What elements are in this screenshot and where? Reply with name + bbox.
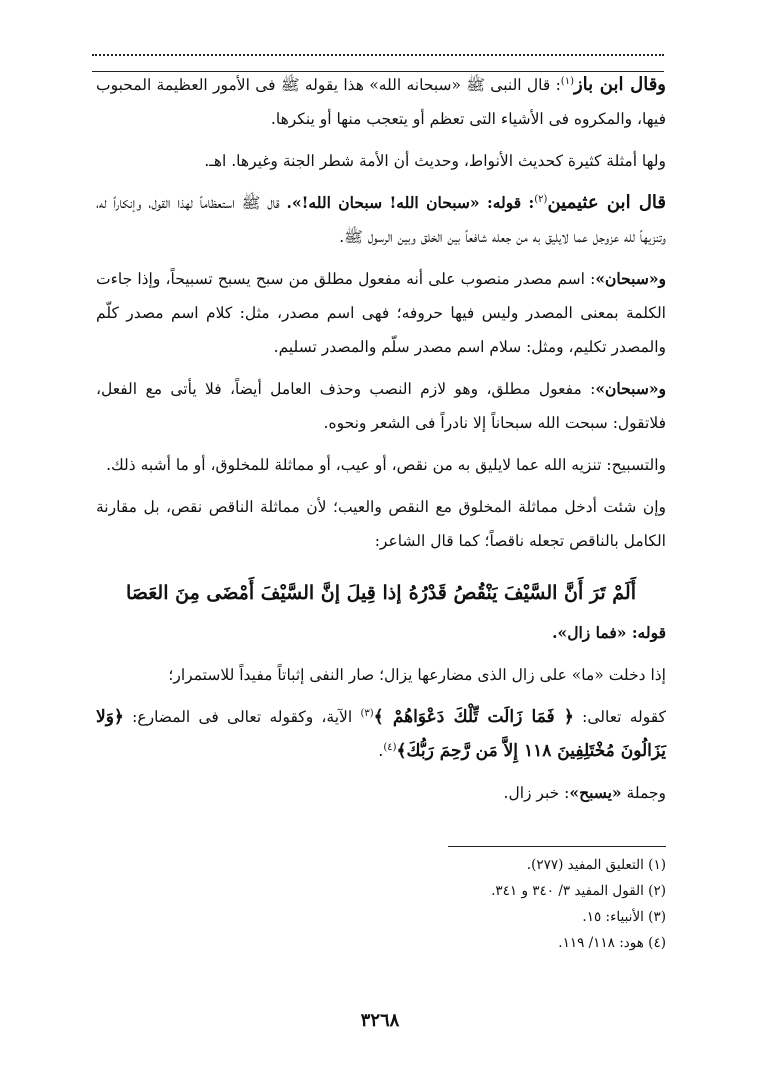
paragraph-fama-zal: قوله: «فما زال». (552, 623, 666, 642)
footnote-separator (448, 846, 666, 847)
paragraph-examples: ولها أمثلة كثيرة كحديث الأنواط، وحديث أن الأمة شطر الجنة وغيرها. اهـ. (204, 152, 666, 170)
paragraph-text: الآية، وكقوله تعالى فى المضارع: (123, 708, 361, 726)
quran-verse-2: ﴿وَلا يَزَالُونَ مُخْتَلِفِينَ ١١٨ إِلاَّ مَن رَّحِمَ رَبُّكَ﴾ (96, 707, 666, 761)
paragraph-text: : اسم مصدر منصوب على أنه مفعول مطلق من سبح يسبح تسبيحاً، وإذا جاءت الكلمة بمعنى المصدر وليس فيها حروفه؛ فهى اسم مصدر، مثل: كلام اسم مصدر كلّم والمصدر تكليم، ومثل: سلام اسم مصدر سلّم والمصدر تسليم. (96, 270, 666, 356)
paragraph-text: . (378, 742, 384, 760)
speaker-ibn-uthaymin: قال ابن عثيمين (547, 192, 666, 213)
footnote-item: (٣) الأنبياء: ١٥. (582, 909, 666, 925)
paragraph-ibn-uthaymin (96, 186, 666, 254)
speaker-ibn-baz: وقال ابن باز (573, 74, 666, 95)
paragraph-text: كقوله تعالى: (573, 708, 666, 726)
header-dotted-rule (92, 54, 664, 56)
main-text (96, 68, 666, 818)
term-subhan: و«سبحان» (595, 269, 666, 288)
footnote-item: (٢) القول المفيد ٣/ ٣٤٠ و ٣٤١. (491, 883, 666, 899)
paragraph-yusabbih (96, 776, 666, 810)
footnotes (300, 852, 666, 956)
quran-verse-1: ﴿ فَمَا زَالَت تِّلْكَ دَعْوَاهُمْ ﴾ (373, 707, 574, 727)
paragraph-comparison: وإن شئت أدخل مماثلة المخلوق مع النقص والعيب؛ لأن مماثلة الناقص نقص، بل مقارنة الكامل بالناقص تجعله ناقصاً؛ كما قال الشاعر: (96, 498, 666, 550)
term-subhan: و«سبحان» (595, 379, 666, 398)
paragraph-ibn-baz (96, 68, 666, 136)
paragraph-text: : خبر زال. (503, 784, 570, 802)
paragraph-text: : قال النبى ﷺ «سبحانه الله» هذا يقوله ﷺ فى الأمور العظيمة المحبوب فيها، والمكروه فى الأشياء التى تعظم أو يتعجب منها أو ينكرها. (96, 76, 666, 128)
page-number: ٣٢٦٨ (360, 1010, 400, 1031)
paragraph-text: وجملة (621, 784, 666, 802)
footnote-ref-2: (٢) (534, 193, 548, 205)
quoted-phrase: : قوله: «سبحان الله! سبحان الله!». (286, 193, 535, 212)
footnote-ref-1: (١) (560, 75, 574, 87)
footnote-item: (٤) هود: ١١٨/ ١١٩. (558, 935, 666, 951)
poem-hemistich-first: أَلَمْ تَرَ أَنَّ السَّيْفَ يَنْقُصُ قَدْرُهُ (408, 582, 636, 604)
poem-hemistich-second: إذا قِيلَ إنَّ السَّيْفَ أَمْضَى مِنَ العَصَا (126, 582, 402, 604)
paragraph-text: : مفعول مطلق، وهو لازم النصب وحذف العامل أيضاً، فلا يأتى مع الفعل، فلاتقول: سبحت الله سبحاناً إلا نادراً فى الشعر ونحوه. (96, 380, 666, 432)
poem-verse (96, 566, 666, 616)
footnote-ref-4: (٤) (383, 741, 397, 753)
footnote-ref-3: (٣) (360, 707, 374, 719)
term-yusabbih: «يسبح» (569, 783, 622, 802)
paragraph-tasbih: والتسبيح: تنزيه الله عما لايليق به من نقص، أو عيب، أو مماثلة للمخلوق، أو ما أشبه ذلك. (106, 456, 666, 474)
paragraph-text: قال ﷺ استعظاماً لهذا القول، وإنكاراً له، وتنزيهاً لله عزوجل عما لايليق به من جعله شافعاً بين الخلق وبين الرسول ﷺ. (96, 194, 666, 246)
paragraph-subhan-1 (96, 262, 666, 364)
paragraph-subhan-2 (96, 372, 666, 440)
footnote-item: (١) التعليق المفيد (٢٧٧). (526, 857, 666, 873)
paragraph-negation: إذا دخلت «ما» على زال الذى مضارعها يزال؛ صار النفى إثباتاً مفيداً للاستمرار؛ (168, 666, 666, 684)
paragraph-quran-examples (96, 700, 666, 768)
